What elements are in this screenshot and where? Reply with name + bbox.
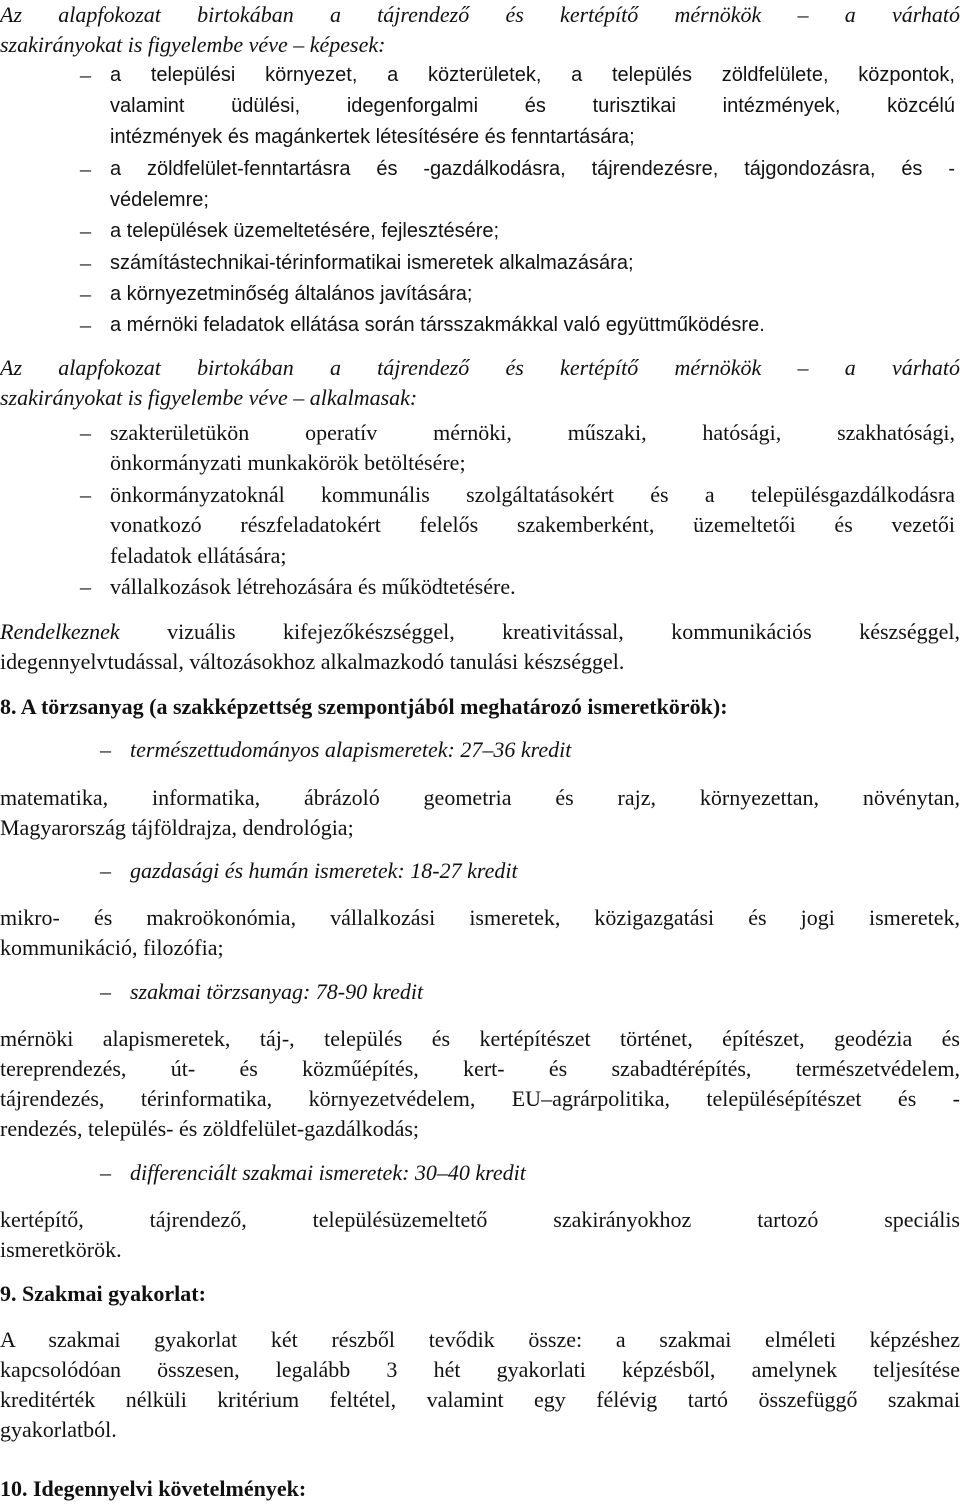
list-bullet-dash bbox=[100, 856, 122, 886]
list-bullet-dash bbox=[80, 154, 102, 184]
paragraph-3-line-1 bbox=[0, 617, 960, 647]
list-2-item-1-line-1: szakterületükön operatív mérnöki, műszaki, hatósági, szakhatósági, bbox=[110, 420, 955, 445]
list-1-item-4: számítástechnikai-térinformatikai ismeretek alkalmazására; bbox=[110, 252, 634, 274]
list-bullet-dash bbox=[80, 480, 102, 510]
section-8-sub-4-line-2: ismeretkörök. bbox=[0, 1237, 122, 1262]
section-8-sub-3-line-4: rendezés, település- és zöldfelület-gazdálkodás; bbox=[0, 1116, 420, 1141]
section-8-sub-3-line-3: tájrendezés, térinformatika, környezetvédelem, EU–agrárpolitika, településépítészet és - bbox=[0, 1086, 960, 1111]
list-bullet-dash bbox=[100, 735, 122, 765]
list-bullet-dash bbox=[80, 248, 102, 278]
list-1-item-2-line-1: a zöldfelület-fenntartásra és -gazdálkodásra, tájrendezésre, tájgondozásra, és - bbox=[110, 158, 955, 180]
list-bullet-dash bbox=[80, 418, 102, 448]
section-8-sub-4-title: differenciált szakmai ismeretek: 30–40 kredit bbox=[130, 1160, 526, 1185]
list-1-item-6: a mérnöki feladatok ellátása során társszakmákkal való együttműködésre. bbox=[110, 314, 765, 336]
paragraph-2-line-1: Az alapfokozat birtokában a tájrendező és kertépítő mérnökök – a várható bbox=[0, 355, 960, 380]
section-9-line-4: gyakorlatból. bbox=[0, 1417, 117, 1442]
section-9-line-3: kreditérték nélküli kritérium feltétel, valamint egy félévig tartó összefüggő szakmai bbox=[0, 1387, 960, 1412]
section-8-sub-1-line-2: Magyarország tájföldrajza, dendrológia; bbox=[0, 815, 354, 840]
section-8-sub-2-title: gazdasági és humán ismeretek: 18-27 kredit bbox=[130, 858, 518, 883]
paragraph-1-line-2: szakirányokat is figyelembe véve – képesek: bbox=[0, 32, 386, 57]
list-1-item-1-line-2: valamint üdülési, idegenforgalmi és turisztikai intézmények, közcélú bbox=[110, 95, 955, 117]
paragraph-3-line-1-rest: vizuális kifejezőkészséggel, kreativitással, kommunikációs készséggel, bbox=[119, 619, 960, 644]
section-8-sub-3-line-1: mérnöki alapismeretek, táj-, település és kertépítészet történet, építészet, geodézia és bbox=[0, 1026, 960, 1051]
list-bullet-dash bbox=[80, 279, 102, 309]
list-1-item-1-line-1: a települési környezet, a közterületek, a település zöldfelülete, központok, bbox=[110, 64, 955, 86]
list-bullet-dash bbox=[80, 310, 102, 340]
section-8-sub-4-line-1: kertépítő, tájrendező, településüzemeltető szakirányokhoz tartozó speciális bbox=[0, 1207, 960, 1232]
list-bullet-dash bbox=[100, 1158, 122, 1188]
list-2-item-2-line-2: vonatkozó részfeladatokért felelős szakemberként, üzemeltetői és vezetői bbox=[110, 512, 955, 537]
list-2-item-2-line-3: feladatok ellátására; bbox=[110, 543, 287, 568]
list-1-item-2-line-2: védelemre; bbox=[110, 189, 209, 211]
list-1-item-5: a környezetminőség általános javítására; bbox=[110, 283, 473, 305]
section-8-sub-2-line-2: kommunikáció, filozófia; bbox=[0, 935, 224, 960]
section-8-sub-2-line-1: mikro- és makroökonómia, vállalkozási ismeretek, közigazgatási és jogi ismeretek, bbox=[0, 905, 960, 930]
section-8-heading: 8. A törzsanyag (a szakképzettség szempontjából meghatározó ismeretkörök): bbox=[0, 694, 728, 719]
list-bullet-dash bbox=[100, 977, 122, 1007]
paragraph-1-line-1: Az alapfokozat birtokában a tájrendező és kertépítő mérnökök – a várható bbox=[0, 2, 960, 27]
list-2-item-2-line-1: önkormányzatoknál kommunális szolgáltatásokért és a településgazdálkodásra bbox=[110, 482, 955, 507]
section-8-sub-3-title: szakmai törzsanyag: 78-90 kredit bbox=[130, 979, 424, 1004]
paragraph-3-line-2: idegennyelvtudással, változásokhoz alkalmazkodó tanulási készséggel. bbox=[0, 649, 625, 674]
list-bullet-dash bbox=[80, 60, 102, 90]
list-2-item-1-line-2: önkormányzati munkakörök betöltésére; bbox=[110, 450, 466, 475]
section-8-sub-1-title: természettudományos alapismeretek: 27–36 kredit bbox=[130, 737, 572, 762]
list-1-item-3: a települések üzemeltetésére, fejlesztésére; bbox=[110, 220, 500, 242]
list-2-item-3: vállalkozások létrehozására és működtetésére. bbox=[110, 574, 516, 599]
section-8-sub-3-line-2: tereprendezés, út- és közműépítés, kert- és szabadtérépítés, természetvédelem, bbox=[0, 1056, 960, 1081]
list-bullet-dash bbox=[80, 216, 102, 246]
section-8-sub-1-line-1: matematika, informatika, ábrázoló geometria és rajz, környezettan, növénytan, bbox=[0, 785, 960, 810]
section-10-heading: 10. Idegennyelvi követelmények: bbox=[0, 1476, 307, 1501]
list-1-item-1-line-3: intézmények és magánkertek létesítésére és fenntartására; bbox=[110, 126, 635, 148]
section-9-line-2: kapcsolódóan összesen, legalább 3 hét gyakorlati képzésből, amelynek teljesítése bbox=[0, 1357, 960, 1382]
list-bullet-dash bbox=[80, 572, 102, 602]
paragraph-3-italic-word: Rendelkeznek bbox=[0, 619, 120, 644]
section-9-line-1: A szakmai gyakorlat két részből tevődik össze: a szakmai elméleti képzéshez bbox=[0, 1327, 960, 1352]
paragraph-2-line-2: szakirányokat is figyelembe véve – alkalmasak: bbox=[0, 385, 418, 410]
section-9-heading: 9. Szakmai gyakorlat: bbox=[0, 1281, 206, 1306]
